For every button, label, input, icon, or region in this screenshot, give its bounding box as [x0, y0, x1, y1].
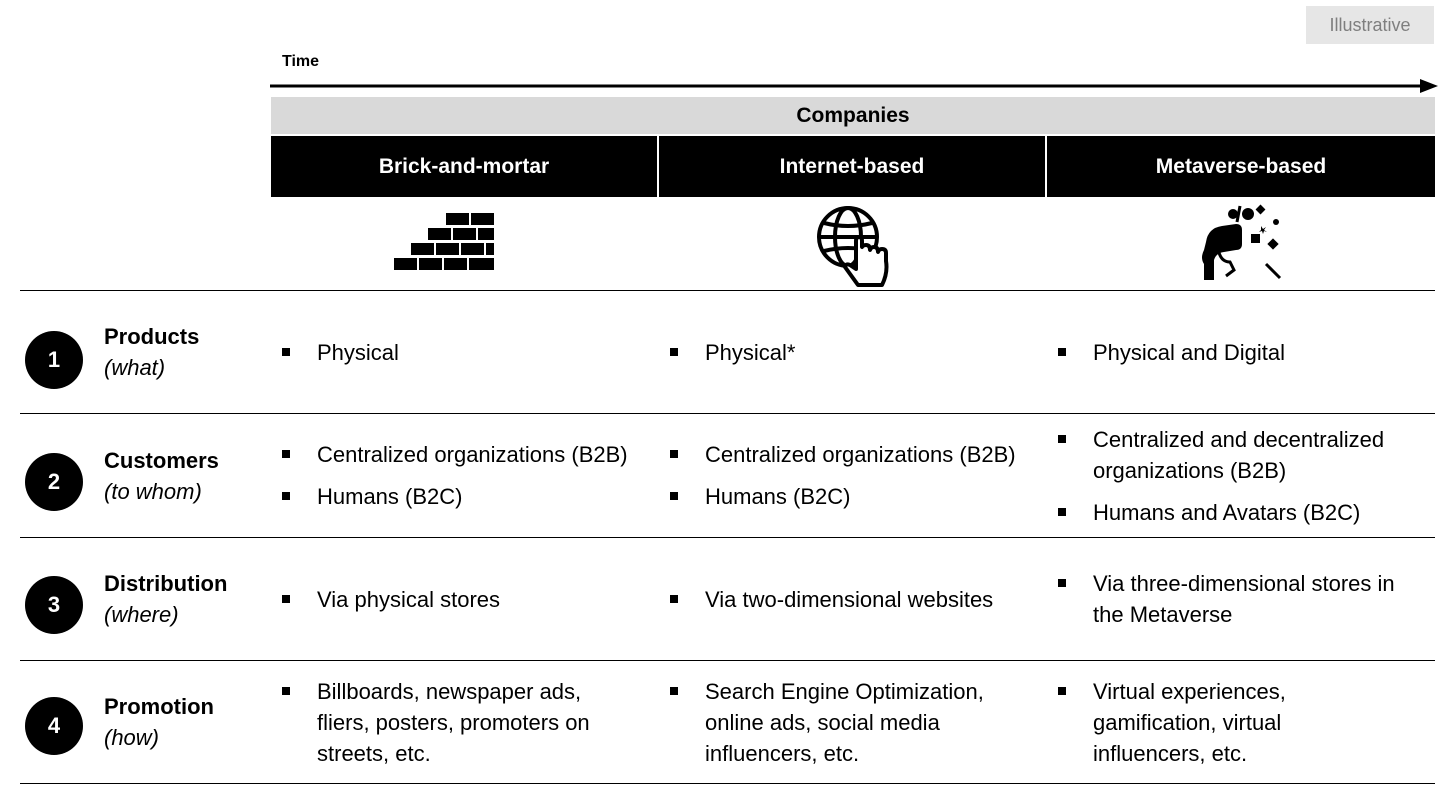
- row-number-2: 2: [25, 453, 83, 511]
- row-subtitle: (where): [104, 602, 179, 627]
- row-title: Distribution: [104, 571, 228, 596]
- row-label-customers: [104, 445, 219, 507]
- row-title: Promotion: [104, 694, 214, 719]
- divider-3: [20, 660, 1435, 661]
- row-title: Products: [104, 324, 200, 349]
- cell-customers-metaverse: [1047, 415, 1417, 536]
- row-label-distribution: [104, 568, 227, 630]
- cell-products-internet: [659, 292, 1029, 412]
- bullet-item: Physical*: [659, 337, 1029, 368]
- bullet-item: Centralized organizations (B2B): [659, 439, 1029, 470]
- bullet-item: Centralized and decentralized organizations (B2B): [1047, 424, 1417, 486]
- globe-pointer-icon: [812, 203, 894, 291]
- time-arrow: [270, 74, 1440, 98]
- bullet-item: Physical and Digital: [1047, 337, 1417, 368]
- vr-headset-icon: [1196, 200, 1286, 288]
- companies-header: Companies: [271, 97, 1435, 134]
- divider-2: [20, 537, 1435, 538]
- bullet-item: Physical: [271, 337, 641, 368]
- row-title: Customers: [104, 448, 219, 473]
- cell-products-brick: [271, 292, 641, 412]
- bullet-item: Via three-dimensional stores in the Metaverse: [1047, 568, 1417, 630]
- row-subtitle: (to whom): [104, 479, 202, 504]
- column-header-metaverse-based: Metaverse-based: [1047, 136, 1435, 197]
- divider-top: [20, 290, 1435, 291]
- column-header-brick-and-mortar: Brick-and-mortar: [271, 136, 657, 197]
- bullet-item: Humans (B2C): [659, 481, 1029, 512]
- cell-products-metaverse: [1047, 292, 1417, 412]
- row-subtitle: (how): [104, 725, 160, 750]
- cell-promotion-brick: [271, 662, 641, 782]
- cell-promotion-internet: [659, 662, 1029, 782]
- bullet-item: Humans (B2C): [271, 481, 641, 512]
- bullet-item: Search Engine Optimization, online ads, social media influencers, etc.: [659, 676, 1020, 769]
- bullet-item: Via physical stores: [271, 584, 641, 615]
- cell-customers-internet: [659, 415, 1029, 536]
- row-number-3: 3: [25, 576, 83, 634]
- brick-wall-icon: [388, 203, 500, 279]
- bullet-item: Via two-dimensional websites: [659, 584, 1029, 615]
- illustrative-badge: Illustrative: [1306, 6, 1434, 44]
- bullet-item: Centralized organizations (B2B): [271, 439, 641, 470]
- row-label-products: [104, 321, 199, 383]
- cell-distribution-metaverse: [1047, 539, 1417, 659]
- bullet-item: Humans and Avatars (B2C): [1047, 497, 1417, 528]
- cell-distribution-brick: [271, 539, 641, 659]
- row-number-4: 4: [25, 697, 83, 755]
- cell-promotion-metaverse: [1047, 662, 1417, 782]
- row-subtitle: (what): [104, 355, 166, 380]
- bullet-item: Billboards, newspaper ads, fliers, posters, promoters on streets, etc.: [271, 676, 627, 769]
- divider-1: [20, 413, 1435, 414]
- divider-bottom: [20, 783, 1435, 784]
- time-axis-label: Time: [282, 53, 320, 70]
- row-number-1: 1: [25, 331, 83, 389]
- row-label-promotion: [104, 691, 214, 753]
- cell-customers-brick: [271, 415, 641, 536]
- bullet-item: Virtual experiences, gamification, virtual influencers, etc.: [1047, 676, 1343, 769]
- column-header-internet-based: Internet-based: [659, 136, 1045, 197]
- cell-distribution-internet: [659, 539, 1029, 659]
